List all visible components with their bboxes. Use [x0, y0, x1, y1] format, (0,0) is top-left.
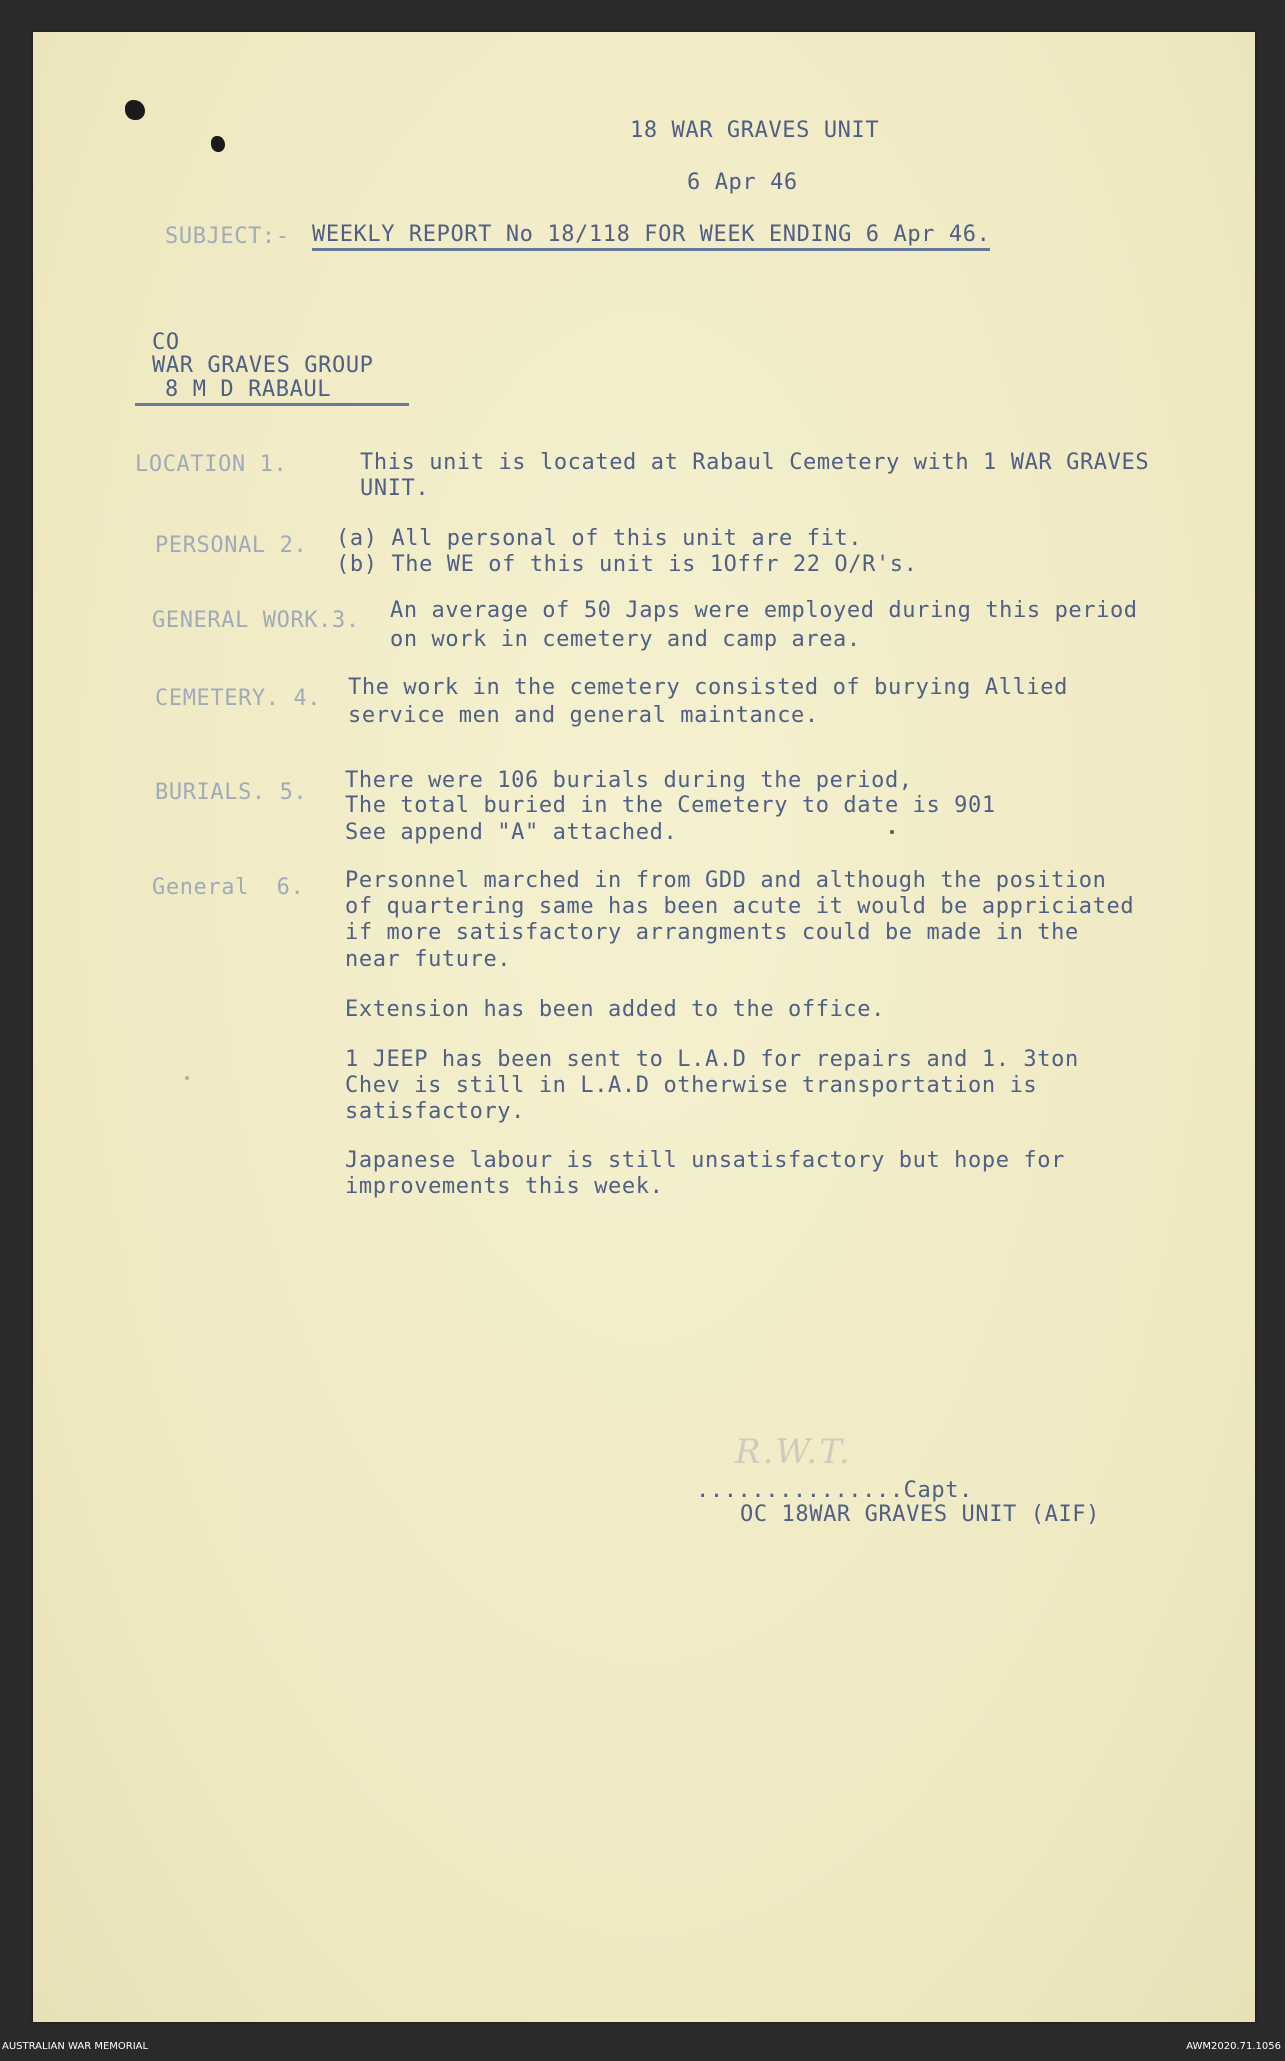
footer-archive-name: AUSTRALIAN WAR MEMORIAL — [2, 2041, 149, 2052]
general-line: Japanese labour is still unsatisfactory but hope for — [345, 1148, 1065, 1173]
general-line: if more satisfactory arrangments could be made in the — [345, 920, 1079, 945]
subject-label: SUBJECT:- — [165, 224, 290, 249]
location-line: UNIT. — [360, 476, 430, 501]
section-label-general: General 6. — [152, 875, 305, 900]
document-page — [33, 32, 1255, 2022]
signature-title: OC 18WAR GRAVES UNIT (AIF) — [740, 1502, 1100, 1527]
general-line: Extension has been added to the office. — [345, 997, 885, 1022]
cemetery-line: service men and general maintance. — [348, 703, 819, 728]
section-label-cemetery: CEMETERY. 4. — [155, 686, 322, 711]
addressee-group: WAR GRAVES GROUP — [152, 353, 374, 378]
section-label-burials: BURIALS. 5. — [155, 780, 308, 805]
general-line: improvements this week. — [345, 1174, 664, 1199]
subject-text: WEEKLY REPORT No 18/118 FOR WEEK ENDING 6 Apr 46. — [312, 222, 990, 251]
addressee-location: 8 M D RABAUL — [165, 377, 332, 402]
addressee-co: CO — [152, 330, 180, 355]
personal-line: (b) The WE of this unit is 1Offr 22 O/R's. — [336, 552, 918, 577]
section-label-location: LOCATION 1. — [135, 452, 288, 477]
personal-line: (a) All personal of this unit are fit. — [336, 526, 863, 551]
burials-line: There were 106 burials during the period, — [345, 768, 913, 793]
general-work-line: An average of 50 Japs were employed during this period — [390, 598, 1138, 623]
general-line: 1 JEEP has been sent to L.A.D for repairs and 1. 3ton — [345, 1047, 1079, 1072]
cemetery-line: The work in the cemetery consisted of burying Allied — [348, 675, 1068, 700]
burials-line: See append "A" attached. — [345, 820, 678, 845]
section-label-personal: PERSONAL 2. — [155, 533, 308, 558]
handwritten-signature: R.W.T. — [735, 1432, 852, 1472]
general-line: Personnel marched in from GDD and although the position — [345, 868, 1107, 893]
burials-line: The total buried in the Cemetery to date is 901 — [345, 793, 996, 818]
general-line: near future. — [345, 947, 512, 972]
signature-dotted-line: ...............Capt. — [696, 1478, 973, 1503]
general-line: satisfactory. — [345, 1099, 525, 1124]
general-work-line: on work in cemetery and camp area. — [390, 627, 861, 652]
general-line: Chev is still in L.A.D otherwise transportation is — [345, 1073, 1038, 1098]
footer-accession-number: AWM2020.71.1056 — [1186, 2041, 1281, 2052]
addressee-underline — [135, 403, 409, 406]
punch-hole — [125, 100, 145, 120]
location-line: This unit is located at Rabaul Cemetery with 1 WAR GRAVES — [360, 450, 1150, 475]
stray-mark — [890, 830, 894, 834]
unit-heading: 18 WAR GRAVES UNIT — [630, 118, 880, 143]
section-label-general-work: GENERAL WORK.3. — [152, 608, 360, 633]
stray-mark — [185, 1076, 189, 1080]
report-date: 6 Apr 46 — [687, 170, 798, 195]
general-line: of quartering same has been acute it would be appriciated — [345, 894, 1135, 919]
punch-hole — [211, 136, 225, 152]
